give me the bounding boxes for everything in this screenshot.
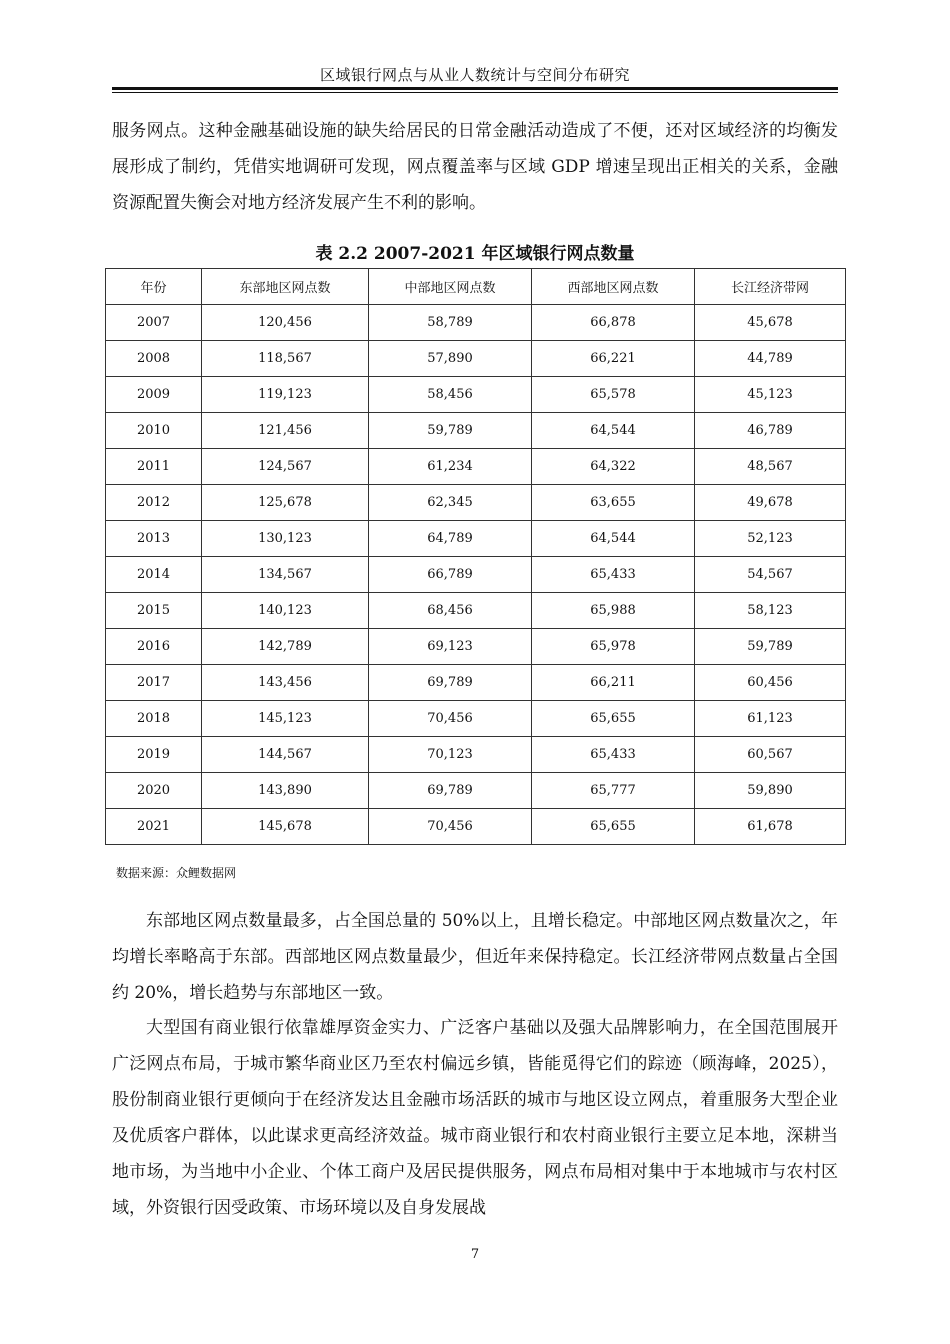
cell-central: 70,123 bbox=[369, 737, 532, 773]
cell-yangtze: 45,678 bbox=[695, 305, 846, 341]
cell-west: 64,544 bbox=[532, 413, 695, 449]
cell-west: 65,655 bbox=[532, 809, 695, 845]
cell-yangtze: 44,789 bbox=[695, 341, 846, 377]
table-row bbox=[106, 809, 846, 845]
cell-year: 2019 bbox=[106, 737, 202, 773]
table-caption: 表 2.2 2007-2021 年区域银行网点数量 bbox=[315, 244, 635, 264]
header-rule bbox=[112, 87, 838, 90]
cell-east: 145,678 bbox=[202, 809, 369, 845]
running-header-title: 区域银行网点与从业人数统计与空间分布研究 bbox=[319, 66, 630, 84]
cell-east: 134,567 bbox=[202, 557, 369, 593]
cell-yangtze: 58,123 bbox=[695, 593, 846, 629]
cell-east: 143,890 bbox=[202, 773, 369, 809]
body-paragraph-3: 大型国有商业银行依靠雄厚资金实力、广泛客户基础以及强大品牌影响力，在全国范围展开广泛网点布局，于城市繁华商业区乃至农村偏远乡镇，皆能觅得它们的踪迹（顾海峰，2025），股份制商业银行更倾向于在经济发达且金融市场活跃的城市与地区设立网点，着重服务大型企业及优质客户群体，以此谋求更高经济效益。城市商业银行和农村商业银行主要立足本地，深耕当地市场，为当地中小企业、个体工商户及居民提供服务，网点布局相对集中于本地城市与农村区域，外资银行因受政策、市场环境以及自身发展战 bbox=[112, 1018, 838, 1218]
cell-east: 124,567 bbox=[202, 449, 369, 485]
header-cell-year: 年份 bbox=[106, 269, 202, 305]
cell-year: 2014 bbox=[106, 557, 202, 593]
cell-east: 120,456 bbox=[202, 305, 369, 341]
cell-west: 65,433 bbox=[532, 557, 695, 593]
cell-year: 2011 bbox=[106, 449, 202, 485]
table-row bbox=[106, 701, 846, 737]
table-row bbox=[106, 485, 846, 521]
body-paragraph-1: 服务网点。这种金融基础设施的缺失给居民的日常金融活动造成了不便，还对区域经济的均衡发展形成了制约，凭借实地调研可发现，网点覆盖率与区域 GDP 增速呈现出正相关的关系，金融资源配置失衡会对地方经济发展产生不利的影响。 bbox=[112, 121, 838, 213]
cell-east: 130,123 bbox=[202, 521, 369, 557]
cell-year: 2015 bbox=[106, 593, 202, 629]
cell-central: 69,789 bbox=[369, 773, 532, 809]
cell-year: 2009 bbox=[106, 377, 202, 413]
cell-central: 59,789 bbox=[369, 413, 532, 449]
table-row bbox=[106, 377, 846, 413]
cell-yangtze: 46,789 bbox=[695, 413, 846, 449]
cell-central: 69,789 bbox=[369, 665, 532, 701]
cell-year: 2010 bbox=[106, 413, 202, 449]
table-row bbox=[106, 737, 846, 773]
cell-central: 70,456 bbox=[369, 701, 532, 737]
cell-central: 58,456 bbox=[369, 377, 532, 413]
cell-year: 2008 bbox=[106, 341, 202, 377]
cell-east: 119,123 bbox=[202, 377, 369, 413]
cell-west: 65,578 bbox=[532, 377, 695, 413]
cell-year: 2018 bbox=[106, 701, 202, 737]
header-rule-thin bbox=[112, 92, 838, 93]
cell-west: 65,433 bbox=[532, 737, 695, 773]
cell-central: 58,789 bbox=[369, 305, 532, 341]
cell-yangtze: 48,567 bbox=[695, 449, 846, 485]
cell-year: 2012 bbox=[106, 485, 202, 521]
cell-yangtze: 61,123 bbox=[695, 701, 846, 737]
page-number: 7 bbox=[470, 1247, 480, 1262]
cell-central: 57,890 bbox=[369, 341, 532, 377]
cell-west: 64,544 bbox=[532, 521, 695, 557]
table-row bbox=[106, 449, 846, 485]
cell-yangtze: 54,567 bbox=[695, 557, 846, 593]
cell-year: 2016 bbox=[106, 629, 202, 665]
cell-west: 66,221 bbox=[532, 341, 695, 377]
cell-east: 142,789 bbox=[202, 629, 369, 665]
cell-west: 66,878 bbox=[532, 305, 695, 341]
cell-yangtze: 60,456 bbox=[695, 665, 846, 701]
header-cell-yangtze: 长江经济带网 bbox=[695, 269, 846, 305]
table-body bbox=[106, 305, 846, 845]
table-row bbox=[106, 305, 846, 341]
cell-year: 2007 bbox=[106, 305, 202, 341]
cell-yangtze: 61,678 bbox=[695, 809, 846, 845]
cell-west: 65,777 bbox=[532, 773, 695, 809]
table-row bbox=[106, 557, 846, 593]
cell-east: 140,123 bbox=[202, 593, 369, 629]
cell-year: 2017 bbox=[106, 665, 202, 701]
cell-west: 65,978 bbox=[532, 629, 695, 665]
cell-west: 66,211 bbox=[532, 665, 695, 701]
table-row bbox=[106, 521, 846, 557]
header-cell-east: 东部地区网点数 bbox=[202, 269, 369, 305]
cell-central: 66,789 bbox=[369, 557, 532, 593]
cell-east: 144,567 bbox=[202, 737, 369, 773]
cell-yangtze: 45,123 bbox=[695, 377, 846, 413]
cell-east: 145,123 bbox=[202, 701, 369, 737]
cell-east: 121,456 bbox=[202, 413, 369, 449]
cell-year: 2020 bbox=[106, 773, 202, 809]
header-cell-west: 西部地区网点数 bbox=[532, 269, 695, 305]
table-row bbox=[106, 665, 846, 701]
cell-east: 143,456 bbox=[202, 665, 369, 701]
table-row bbox=[106, 773, 846, 809]
header-cell-central: 中部地区网点数 bbox=[369, 269, 532, 305]
table-row bbox=[106, 341, 846, 377]
cell-east: 118,567 bbox=[202, 341, 369, 377]
cell-central: 69,123 bbox=[369, 629, 532, 665]
cell-yangtze: 60,567 bbox=[695, 737, 846, 773]
cell-central: 61,234 bbox=[369, 449, 532, 485]
bank-branch-table bbox=[105, 268, 846, 845]
cell-west: 64,322 bbox=[532, 449, 695, 485]
cell-central: 68,456 bbox=[369, 593, 532, 629]
cell-yangtze: 52,123 bbox=[695, 521, 846, 557]
cell-east: 125,678 bbox=[202, 485, 369, 521]
table-row bbox=[106, 629, 846, 665]
cell-west: 65,988 bbox=[532, 593, 695, 629]
cell-central: 70,456 bbox=[369, 809, 532, 845]
cell-year: 2021 bbox=[106, 809, 202, 845]
table-header-row bbox=[106, 269, 846, 305]
cell-year: 2013 bbox=[106, 521, 202, 557]
cell-central: 64,789 bbox=[369, 521, 532, 557]
cell-central: 62,345 bbox=[369, 485, 532, 521]
cell-west: 63,655 bbox=[532, 485, 695, 521]
cell-yangtze: 49,678 bbox=[695, 485, 846, 521]
table-source-note: 数据来源：众鲤数据网 bbox=[116, 866, 237, 880]
table-row bbox=[106, 413, 846, 449]
cell-yangtze: 59,789 bbox=[695, 629, 846, 665]
body-paragraph-2: 东部地区网点数量最多，占全国总量的 50%以上，且增长稳定。中部地区网点数量次之，年均增长率略高于东部。西部地区网点数量最少，但近年来保持稳定。长江经济带网点数量占全国约 20%，增长趋势与东部地区一致。 bbox=[112, 911, 838, 1003]
cell-west: 65,655 bbox=[532, 701, 695, 737]
cell-yangtze: 59,890 bbox=[695, 773, 846, 809]
table-row bbox=[106, 593, 846, 629]
